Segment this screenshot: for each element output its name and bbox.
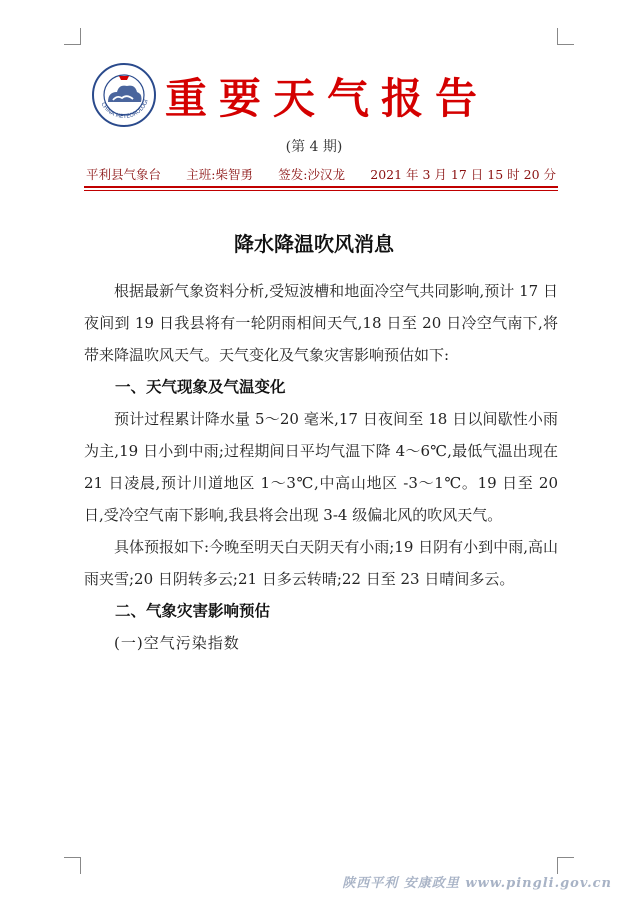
document-title: 降水降温吹风消息	[234, 232, 394, 256]
svg-text:CHINA METEOROLOGICAL: CHINA METEOROLOGI	[99, 98, 150, 121]
site-watermark: 陕西平利 安康政里 www.pingli.gov.cn	[342, 876, 612, 891]
issuing-organization: 平利县气象台	[86, 167, 162, 182]
signer: 签发:沙汉龙	[278, 167, 345, 182]
duty-forecaster: 主班:柴智勇	[186, 167, 253, 182]
section-1-paragraph-2: 具体预报如下:今晚至明天白天阴天有小雨;19 日阴有小到中雨,高山雨夹雪;20 日阴转多云;21 日多云转晴;22 日至 23 日晴间多云。	[84, 538, 558, 588]
report-info-line	[86, 165, 556, 183]
section-1-paragraph-1: 预计过程累计降水量 5～20 毫米,17 日夜间至 18 日以间歇性小雨为主,19 日小到中雨;过程期间日平均气温下降 4～6℃,最低气温出现在 21 日凌晨,预计川道地区 1～3℃,中高山地区 -3～1℃。19 日至 20 日,受冷空气南下影响,我县将会出现 3-4 级偏北风的吹风天气。	[84, 410, 558, 524]
corner-mark-top-right	[557, 28, 574, 45]
intro-paragraph: 根据最新气象资料分析,受短波槽和地面冷空气共同影响,预计 17 日夜间到 19 日我县将有一轮阴雨相间天气,18 日至 20 日冷空气南下,将带来降温吹风天气。天气变化及气象灾害影响预估如下:	[84, 282, 558, 364]
section-1-heading: 一、天气现象及气温变化	[115, 378, 286, 396]
header-rule-thin	[84, 190, 558, 191]
corner-mark-top-left	[64, 28, 81, 45]
section-2-heading: 二、气象灾害影响预估	[115, 602, 271, 620]
meteorological-logo-icon	[91, 62, 157, 128]
report-header-title: 重要天气报告	[165, 74, 490, 123]
issue-datetime: 2021 年 3 月 17 日 15 时 20 分	[370, 167, 556, 182]
issue-number: (第 4 期)	[285, 139, 343, 155]
header-rule-thick	[84, 186, 558, 188]
section-2-subheading-1: (一)空气污染指数	[114, 634, 240, 652]
document-body	[84, 275, 558, 659]
corner-mark-bottom-left	[64, 857, 81, 874]
